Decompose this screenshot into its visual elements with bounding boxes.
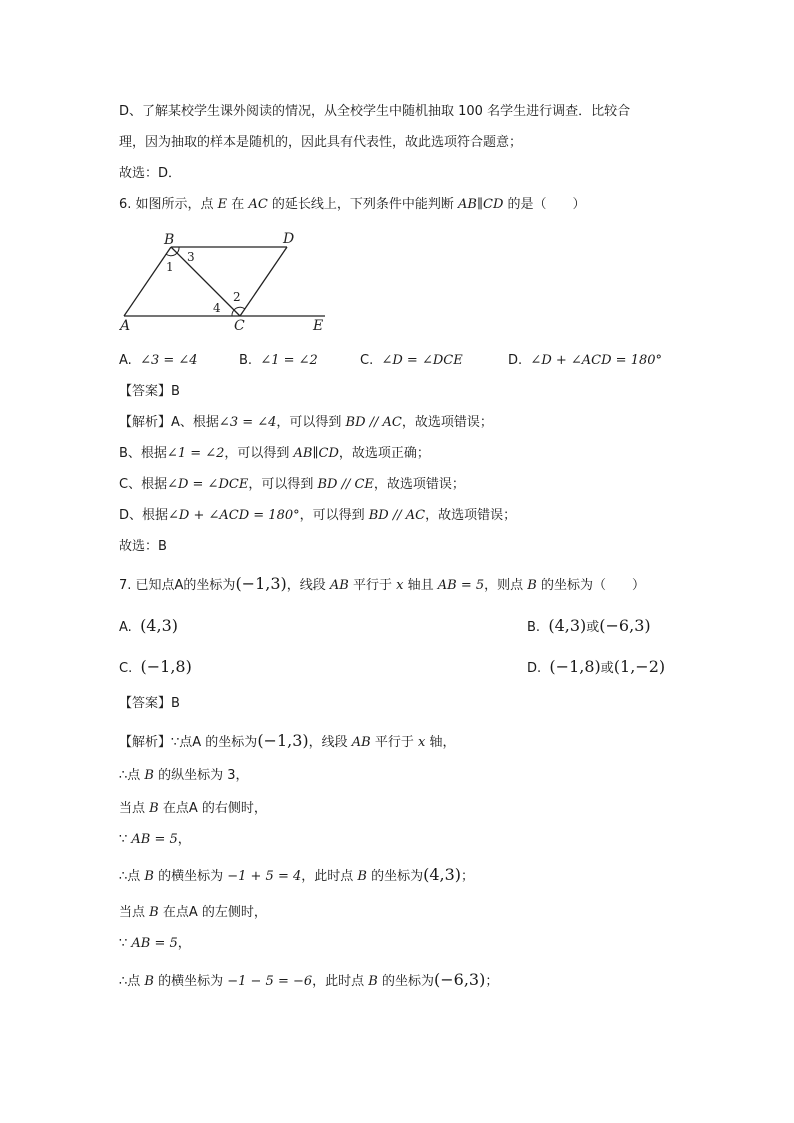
label-angle-3: 3 <box>187 250 195 264</box>
segment-cd <box>240 247 287 316</box>
q7-stem-text: 的坐标为（ ） <box>536 578 645 593</box>
q7-stem-text: 轴且 <box>403 578 438 593</box>
analysis-text: ，故选项错误； <box>373 477 465 492</box>
analysis-text: D、根据 <box>119 508 169 523</box>
q7-analysis-line-5 <box>119 865 474 887</box>
label-c: C <box>234 318 245 334</box>
analysis-text: 的横坐标为 <box>153 869 228 884</box>
q7-option-a-text: (4,3) <box>140 616 178 635</box>
q7-option-b-key: B. <box>527 620 541 635</box>
label-angle-4: 4 <box>213 301 221 315</box>
q7-stem-var: x <box>396 578 404 593</box>
q7-option-c-text: (−1,8) <box>140 657 192 676</box>
analysis-text: ，故选项正确； <box>338 446 430 461</box>
analysis-expr: BD // AC <box>368 508 426 523</box>
analysis-coord: (4,3) <box>423 865 462 884</box>
q7-option-c <box>119 657 192 679</box>
analysis-text: 的坐标为 <box>366 869 424 884</box>
q7-answer-value: B <box>171 696 180 711</box>
q7-option-b <box>527 616 651 638</box>
q6-analysis-label: 【解析】 <box>119 415 172 430</box>
analysis-var: B <box>357 869 367 884</box>
label-d: D <box>283 231 295 247</box>
q7-option-d <box>527 657 665 679</box>
analysis-var: B <box>149 801 159 816</box>
q7-answer <box>119 694 180 714</box>
q7-stem-var: B <box>527 578 537 593</box>
q7-option-d-or: 或 <box>600 661 614 676</box>
q6-answer-label: 【答案】 <box>119 384 172 399</box>
analysis-text: ，可以得到 <box>248 477 318 492</box>
q6-choice: 故选：B <box>119 539 167 554</box>
analysis-var: B <box>144 974 154 989</box>
analysis-coord: (−6,3) <box>434 970 486 989</box>
analysis-text: ，可以得到 <box>299 508 369 523</box>
analysis-text: ，故选项错误； <box>425 508 517 523</box>
analysis-text: 的纵坐标为 3， <box>153 768 249 783</box>
analysis-text: ∵ <box>119 832 132 847</box>
q6-stem <box>119 195 586 215</box>
segment-ab <box>124 247 171 316</box>
analysis-var: B <box>368 974 378 989</box>
analysis-text: ∴点 <box>119 869 145 884</box>
label-e: E <box>313 318 324 334</box>
analysis-text: 当点 <box>119 905 150 920</box>
q6-option-a-text: ∠3 = ∠4 <box>140 353 198 368</box>
q6-option-d-text: ∠D + ∠ACD = 180° <box>530 353 663 368</box>
q6-stem-e: E <box>217 197 228 212</box>
analysis-coord: (−1,3) <box>257 731 309 750</box>
analysis-text: B、根据 <box>119 446 167 461</box>
q5-option-d-line2: 理，因为抽取的样本是随机的，因此具有代表性，故此选项符合题意； <box>119 135 523 150</box>
q7-analysis-line-3 <box>119 799 267 819</box>
label-angle-2: 2 <box>233 290 241 304</box>
q7-analysis-line-6 <box>119 903 267 923</box>
analysis-text: 的坐标为 <box>377 974 434 989</box>
analysis-expr: BD // CE <box>317 477 374 492</box>
q7-option-b-text: (−6,3) <box>599 616 651 635</box>
q6-option-c-text: ∠D = ∠DCE <box>381 353 463 368</box>
analysis-text: ∵ <box>119 936 132 951</box>
analysis-text: ， <box>177 832 191 847</box>
q7-analysis-line-7 <box>119 934 191 954</box>
q7-analysis-label: 【解析】 <box>119 735 172 750</box>
analysis-var: B <box>144 768 154 783</box>
analysis-text: 平行于 <box>370 735 419 750</box>
analysis-text: ，线段 <box>308 735 352 750</box>
q6-option-b-text: ∠1 = ∠2 <box>260 353 318 368</box>
q6-stem-abcd: AB∥CD <box>458 197 504 212</box>
analysis-expr: AB∥CD <box>293 446 339 461</box>
q7-option-d-text: (−1,8) <box>549 657 601 676</box>
analysis-expr: ∠3 = ∠4 <box>218 415 277 430</box>
analysis-text: ∴点 <box>119 974 145 989</box>
q6-stem-mid2: 的延长线上，下列条件中能判断 <box>267 197 459 212</box>
q7-option-a-key: A. <box>119 620 132 635</box>
analysis-var: x <box>418 735 426 750</box>
analysis-expr: −1 − 5 = −6 <box>227 974 313 989</box>
analysis-text: ； <box>461 869 475 884</box>
q7-stem-text: 7. 已知点A的坐标为 <box>119 578 236 593</box>
analysis-expr: ∠D + ∠ACD = 180° <box>168 508 300 523</box>
analysis-text: ∴点 <box>119 768 145 783</box>
analysis-text: ，可以得到 <box>276 415 346 430</box>
analysis-text: ，故选项错误； <box>401 415 493 430</box>
q6-geometry-figure <box>110 226 340 336</box>
q6-option-a-key: A. <box>119 353 132 368</box>
q6-option-d <box>508 351 662 371</box>
q7-stem <box>119 574 645 596</box>
q7-analysis-line-1 <box>119 731 456 753</box>
q7-stem-text: ，则点 <box>484 578 528 593</box>
q7-option-d-text: (1,−2) <box>613 657 666 676</box>
analysis-expr: AB = 5 <box>131 832 178 847</box>
label-a: A <box>120 318 131 334</box>
analysis-text: A、根据 <box>171 415 219 430</box>
q6-option-d-key: D. <box>508 353 523 368</box>
q6-stem-prefix: 6. 如图所示，点 <box>119 197 218 212</box>
q6-answer <box>119 382 180 402</box>
q7-analysis-line-8 <box>119 970 498 992</box>
q6-answer-value: B <box>171 384 180 399</box>
analysis-text: ，可以得到 <box>224 446 294 461</box>
q6-analysis-line-a <box>119 413 493 433</box>
q6-option-c <box>360 351 463 371</box>
q6-option-b-key: B. <box>239 353 253 368</box>
q7-stem-text: 平行于 <box>348 578 397 593</box>
analysis-text: 在点A 的右侧时， <box>158 801 267 816</box>
q6-option-a <box>119 351 198 371</box>
analysis-text: ，此时点 <box>312 974 369 989</box>
q7-stem-coord: (−1,3) <box>235 574 287 593</box>
analysis-expr: ∠1 = ∠2 <box>166 446 225 461</box>
q6-analysis-line-d <box>119 506 516 526</box>
q7-stem-text: ，线段 <box>286 578 330 593</box>
q7-option-b-or: 或 <box>586 620 600 635</box>
q6-analysis-line-b <box>119 444 430 464</box>
q7-option-c-key: C. <box>119 661 133 676</box>
analysis-text: 轴， <box>425 735 456 750</box>
q6-stem-ac: AC <box>248 197 268 212</box>
analysis-var: B <box>144 869 154 884</box>
q6-stem-suffix: 的是（ ） <box>503 197 586 212</box>
analysis-expr: BD // AC <box>345 415 402 430</box>
analysis-expr: AB = 5 <box>131 936 178 951</box>
analysis-expr: ∠D = ∠DCE <box>167 477 249 492</box>
analysis-text: 当点 <box>119 801 150 816</box>
q7-analysis-line-4 <box>119 830 191 850</box>
q6-option-c-key: C. <box>360 353 374 368</box>
label-angle-1: 1 <box>166 260 174 274</box>
analysis-expr: −1 + 5 = 4 <box>227 869 302 884</box>
q6-analysis-line-c <box>119 475 465 495</box>
q7-answer-label: 【答案】 <box>119 696 172 711</box>
analysis-text: 的横坐标为 <box>153 974 228 989</box>
analysis-var: B <box>149 905 159 920</box>
analysis-text: ∵点A 的坐标为 <box>171 735 258 750</box>
q5-choice: 故选：D． <box>119 166 182 181</box>
q7-option-b-text: (4,3) <box>548 616 587 635</box>
segment-bc <box>171 247 240 316</box>
q7-option-d-key: D. <box>527 661 542 676</box>
label-b: B <box>164 232 175 248</box>
q7-stem-var: AB = 5 <box>437 578 485 593</box>
q5-option-d-line1: D、了解某校学生课外阅读的情况，从全校学生中随机抽取 100 名学生进行调查．比较合 <box>119 104 631 119</box>
analysis-text: C、根据 <box>119 477 168 492</box>
analysis-text: ， <box>177 936 191 951</box>
analysis-var: AB <box>351 735 371 750</box>
analysis-text: ，此时点 <box>301 869 358 884</box>
q7-stem-var: AB <box>329 578 349 593</box>
analysis-text: 在点A 的左侧时， <box>158 905 267 920</box>
q6-stem-mid: 在 <box>227 197 249 212</box>
q7-analysis-line-2 <box>119 766 249 786</box>
q6-option-b <box>239 351 318 371</box>
q7-option-a <box>119 616 178 638</box>
analysis-text: ； <box>485 974 499 989</box>
